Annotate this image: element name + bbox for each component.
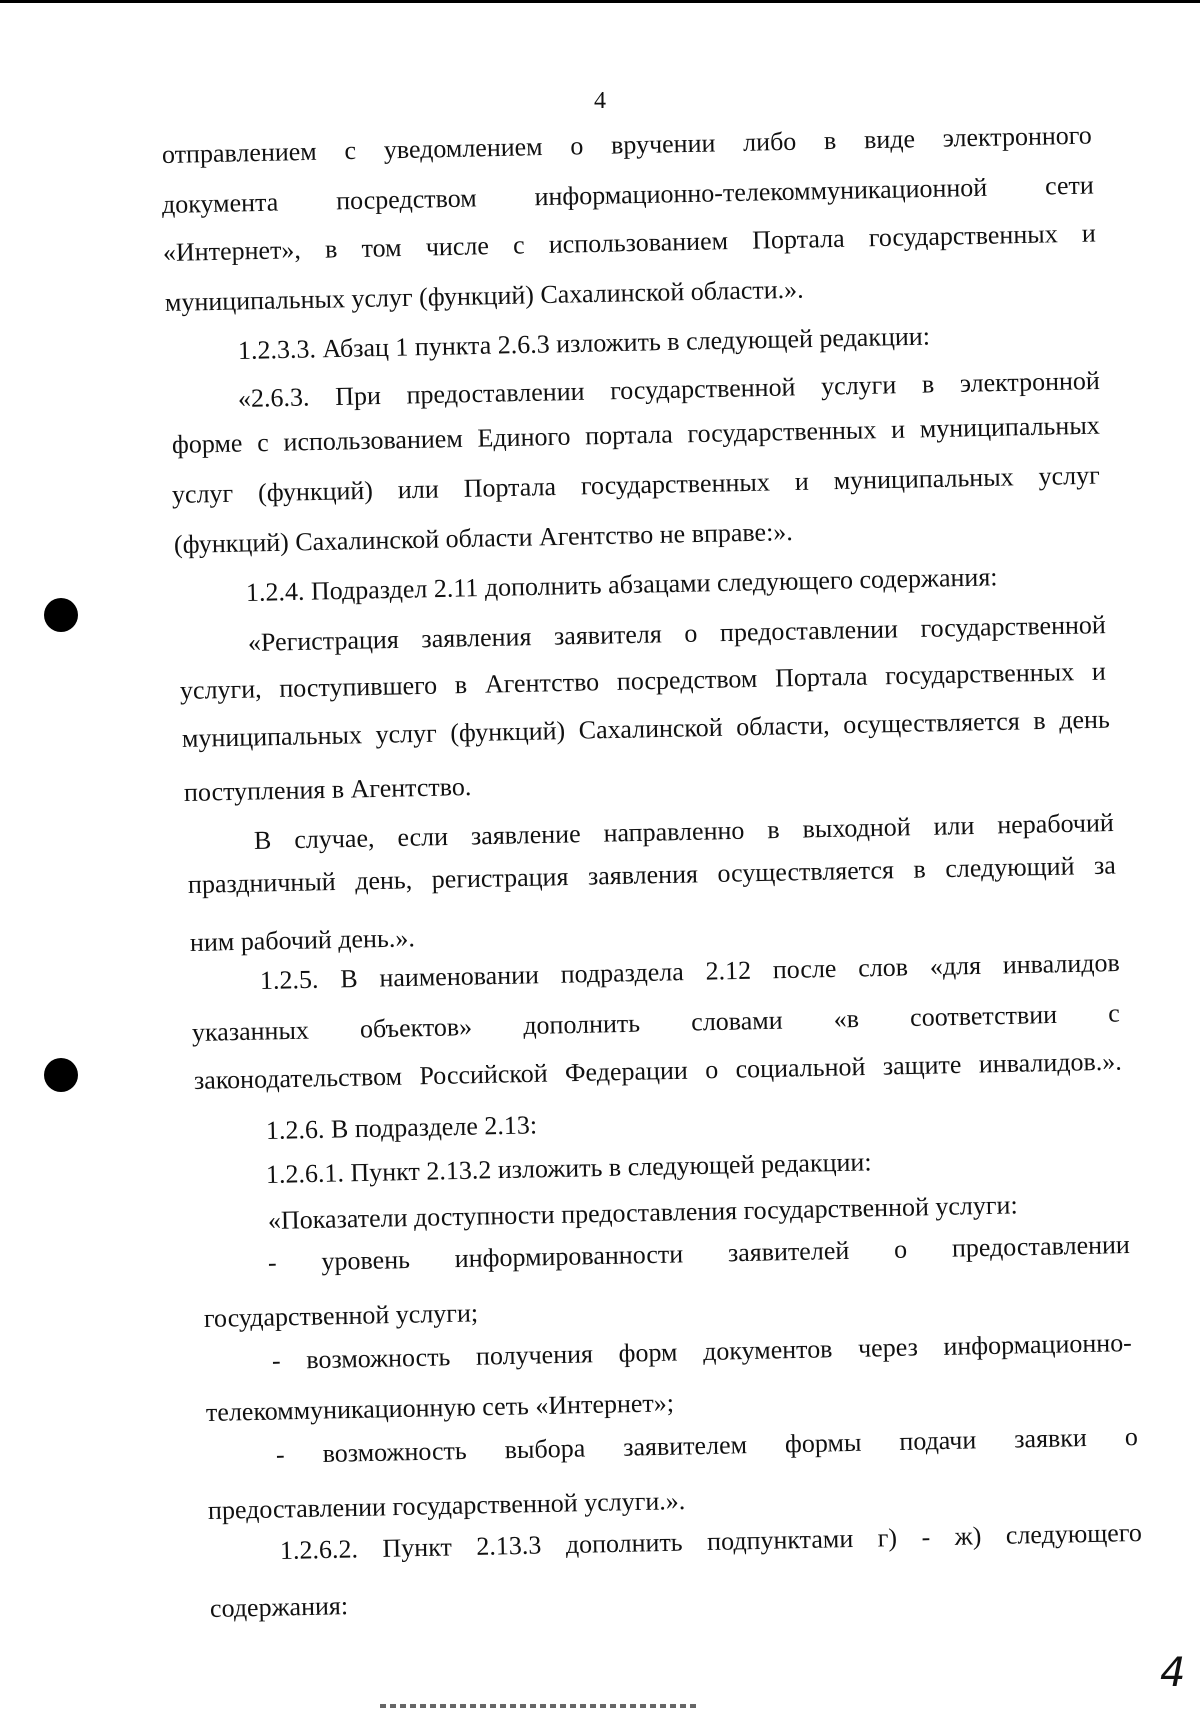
text-line: содержания: xyxy=(209,1591,349,1623)
text-line: (функций) Сахалинской области Агентство не вправе:». xyxy=(173,517,794,559)
text-line: поступления в Агентство. xyxy=(183,771,472,807)
text-line: отправлением с уведомлением о вручении либо в виде электронного xyxy=(161,120,1093,169)
text-line: В случае, если заявление направленно в выходной или нерабочий xyxy=(253,807,1115,855)
text-line: форме с использованием Единого портала государственных и муниципальных xyxy=(171,410,1101,459)
text-line: услуг (функций) или Портала государственных и муниципальных услуг xyxy=(171,460,1101,509)
text-line: - возможность получения форм документов через информационно- xyxy=(271,1327,1133,1375)
page-number: 4 xyxy=(594,88,606,114)
text-line: - возможность выбора заявителем формы подачи заявки о xyxy=(275,1421,1139,1469)
text-line: документа посредством информационно-телекоммуникационной сети xyxy=(161,170,1095,219)
text-line: праздничный день, регистрация заявления осуществляется в следующий за xyxy=(187,850,1117,899)
text-line: «Регистрация заявления заявителя о предоставлении государственной xyxy=(247,610,1107,657)
text-line: «2.6.3. При предоставлении государственной услуги в электронной xyxy=(237,365,1101,413)
text-line: услуги, поступившего в Агентство посредством Портала государственных и xyxy=(179,656,1107,705)
page-top-edge xyxy=(0,0,1200,3)
bottom-scan-artifact xyxy=(380,1704,700,1708)
punch-hole-lower xyxy=(44,1058,78,1092)
text-line: ним рабочий день.». xyxy=(189,923,416,957)
handwritten-page-mark: 4 xyxy=(1160,1650,1186,1696)
text-line: - уровень информированности заявителей о предоставлении xyxy=(267,1229,1131,1277)
text-line: 1.2.6.2. Пункт 2.13.3 дополнить подпунктами г) - ж) следующего xyxy=(279,1517,1143,1565)
text-line: предоставлении государственной услуги.». xyxy=(207,1486,686,1525)
punch-hole-upper xyxy=(44,598,78,632)
text-line: муниципальных услуг (функций) Сахалинской области.». xyxy=(164,274,804,317)
text-line: 1.2.4. Подраздел 2.11 дополнить абзацами следующего содержания: xyxy=(245,562,998,607)
text-line: телекоммуникационную сеть «Интернет»; xyxy=(205,1388,675,1427)
text-line: 1.2.5. В наименовании подраздела 2.12 после слов «для инвалидов xyxy=(259,947,1121,995)
text-line: указанных объектов» дополнить словами «в соответствии с xyxy=(191,998,1121,1047)
text-line: «Интернет», в том числе с использованием Портала государственных и xyxy=(162,218,1097,267)
text-line: государственной услуги; xyxy=(203,1298,479,1333)
text-line: 1.2.3.3. Абзац 1 пункта 2.6.3 изложить в следующей редакции: xyxy=(237,321,931,365)
text-line: 1.2.6. В подразделе 2.13: xyxy=(265,1110,538,1145)
text-line: «Показатели доступности предоставления государственной услуги: xyxy=(267,1190,1018,1235)
text-line: муниципальных услуг (функций) Сахалинской области, осуществляется в день xyxy=(181,704,1111,753)
text-line: 1.2.6.1. Пункт 2.13.2 изложить в следующей редакции: xyxy=(265,1147,872,1189)
text-line: законодательством Российской Федерации о социальной защите инвалидов.». xyxy=(193,1046,1123,1095)
